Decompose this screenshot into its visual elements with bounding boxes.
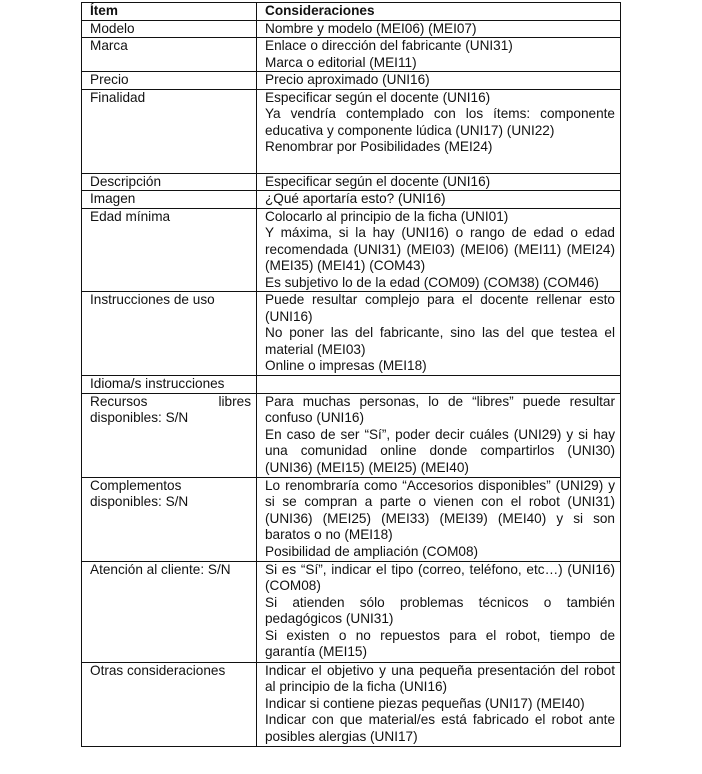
row-considerations [257,208,621,292]
row-considerations [257,191,621,209]
consideration-line: Marca o editorial (MEI11) [265,54,417,70]
consideration-line: Ya vendría contemplado con los ítems: componente educativa y componente lúdica (UNI17) (UNI22) [265,106,615,138]
row-considerations [257,561,621,662]
consideration-line: Indicar si contiene piezas pequeñas (UNI17) (MEI40) [265,695,585,711]
table-row [82,477,621,561]
row-item [82,477,257,561]
consideration-line: Y máxima, si la hay (UNI16) o rango de edad o edad recomendada (UNI31) (MEI03) (MEI06) (MEI11) (MEI24) (MEI35) (MEI41) (COM43) [265,225,615,273]
table-row [82,38,621,72]
table-row [82,191,621,209]
table-row [82,292,621,376]
row-considerations [257,292,621,376]
consideration-line: ¿Qué aportaría esto? (UNI16) [265,191,446,206]
table-row [82,561,621,662]
consideration-line: Si existen o no repuestos para el robot, tiempo de garantía (MEI15) [265,627,615,659]
row-considerations [257,89,621,173]
row-considerations [257,393,621,477]
row-considerations [257,72,621,90]
consideration-line: Renombrar por Posibilidades (MEI24) [265,139,493,154]
row-item: Descripción [82,173,257,191]
row-considerations [257,477,621,561]
row-considerations [257,20,621,38]
row-considerations [257,376,621,394]
row-item: Edad mínima [82,208,257,292]
table-row [82,173,621,191]
table-row [82,208,621,292]
considerations-table [81,2,621,747]
consideration-line: Colocarlo al principio de la ficha (UNI01) [265,208,509,224]
consideration-line: En caso de ser “Sí”, poder decir cuáles (UNI29) y si hay una comunidad online donde compartirlos (UNI30) (UNI36) (MEI15) (MEI25) (MEI40) [265,426,615,475]
consideration-line: No poner las del fabricante, sino las del que testea el material (MEI03) [265,325,615,357]
row-item: Precio [82,72,257,90]
consideration-line: Indicar el objetivo y una pequeña presentación del robot al principio de la ficha (UNI16) [265,662,615,694]
consideration-line: Es subjetivo lo de la edad (COM09) (COM38) (COM46) [265,274,599,290]
row-item: Atención al cliente: S/N [82,561,257,662]
consideration-line: Para muchas personas, lo de “libres” puede resultar confuso (UNI16) [265,393,615,425]
table-row [82,20,621,38]
consideration-line: Puede resultar complejo para el docente rellenar esto (UNI16) [265,292,615,324]
row-considerations [257,662,621,746]
table-row [82,89,621,173]
table-header-row [82,3,621,21]
consideration-line: Nombre y modelo (MEI06) (MEI07) [265,20,477,36]
consideration-line: Si es “Sí”, indicar el tipo (correo, teléfono, etc…) (UNI16) (COM08) [265,561,615,593]
table-row [82,393,621,477]
row-item: Idioma/s instrucciones [82,376,257,394]
consideration-line: Online o impresas (MEI18) [265,358,427,373]
consideration-line: Precio aproximado (UNI16) [265,72,430,87]
consideration-line: Indicar con que material/es está fabricado el robot ante posibles alergias (UNI17) [265,712,615,744]
header-item: Ítem [82,3,257,21]
consideration-line: Lo renombraría como “Accesorios disponibles” (UNI29) y si se compran a parte o vienen con el robot (UNI31) (UNI36) (MEI25) (MEI33) (MEI39) (MEI40) y si son baratos o no (MEI18) [265,477,615,542]
row-item: Otras consideraciones [82,662,257,746]
row-considerations [257,173,621,191]
row-item: Instrucciones de uso [82,292,257,376]
row-item [82,393,257,477]
row-item: Modelo [82,20,257,38]
row-item-text: Complementos disponibles: S/N [90,477,189,509]
table-row [82,662,621,746]
consideration-line: Enlace o dirección del fabricante (UNI31) [265,38,513,53]
consideration-line: Si atienden sólo problemas técnicos o también pedagógicos (UNI31) [265,594,615,626]
consideration-line: Posibilidad de ampliación (COM08) [265,543,479,559]
row-item-text: Recursos libres disponibles: S/N [90,393,251,425]
consideration-line: Especificar según el docente (UNI16) [265,89,491,105]
consideration-line: Especificar según el docente (UNI16) [265,173,491,189]
row-considerations [257,38,621,72]
header-considerations: Consideraciones [257,3,621,21]
table-row [82,376,621,394]
table-row [82,72,621,90]
row-item: Finalidad [82,89,257,173]
row-item: Imagen [82,191,257,209]
row-item: Marca [82,38,257,72]
